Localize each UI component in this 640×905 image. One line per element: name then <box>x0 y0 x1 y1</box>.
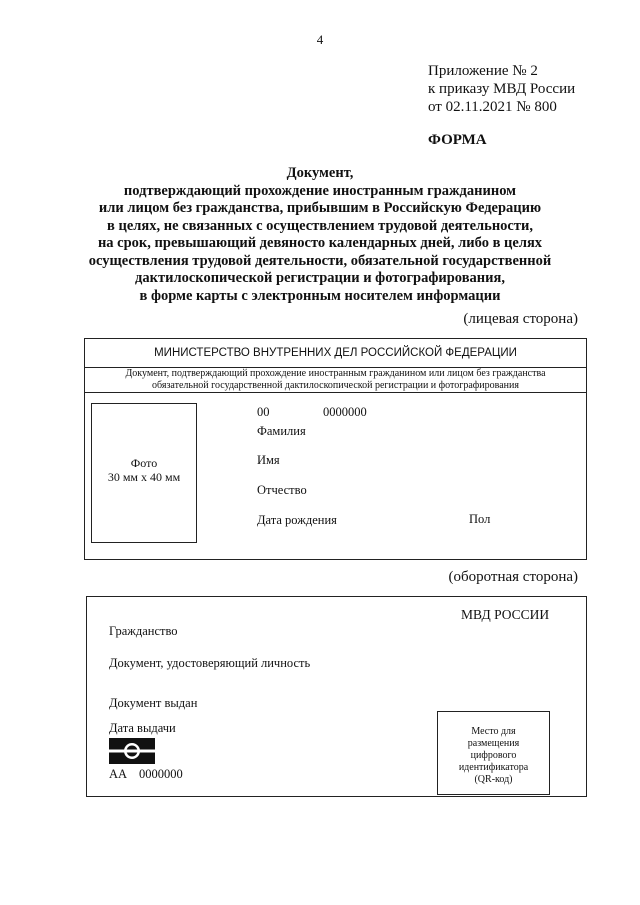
name-field: Имя <box>257 453 280 467</box>
card-series: 00 <box>257 405 270 419</box>
card-front <box>84 338 587 560</box>
electronic-chip-icon <box>109 738 155 764</box>
title-line: на срок, превышающий девяносто календарных дней, либо в целях <box>97 235 543 251</box>
front-side-label: (лицевая сторона) <box>463 311 578 327</box>
identity-document-field: Документ, удостоверяющий личность <box>109 656 311 670</box>
purpose-line-2: обязательной государственной дактилоскопической регистрации и фотографирования <box>152 380 519 391</box>
appendix-block <box>428 62 575 116</box>
document-title <box>60 165 580 305</box>
issue-date-field: Дата выдачи <box>109 721 176 735</box>
appendix-line-2: к приказу МВД России <box>428 81 576 97</box>
back-number: 0000000 <box>139 767 183 781</box>
title-line: Документ, <box>286 165 354 181</box>
issuer-label: МВД РОССИИ <box>461 607 550 622</box>
back-series: АА <box>109 767 128 781</box>
qr-text-line: идентификатора <box>458 762 529 773</box>
title-line: или лицом без гражданства, прибывшим в Российскую Федерацию <box>98 200 542 216</box>
patronymic-field: Отчество <box>257 483 307 497</box>
birth-date-field: Дата рождения <box>257 513 337 527</box>
photo-label: Фото <box>130 456 158 470</box>
photo-size: 30 мм х 40 мм <box>107 470 181 484</box>
issued-by-field: Документ выдан <box>109 696 198 710</box>
title-line: дактилоскопической регистрации и фотографирования, <box>135 270 505 286</box>
appendix-line-3: от 02.11.2021 № 800 <box>428 99 557 115</box>
title-line: в целях, не связанных с осуществлением трудовой деятельности, <box>107 217 533 234</box>
qr-text-line: размещения <box>467 738 520 749</box>
qr-text-line: Место для <box>471 726 516 737</box>
citizenship-field: Гражданство <box>109 624 178 638</box>
qr-text-line: (QR-код) <box>474 774 513 785</box>
purpose-line-1: Документ, подтверждающий прохождение иностранным гражданином или лицом без гражданства <box>125 368 546 379</box>
title-line: в форме карты с электронным носителем информации <box>139 287 501 304</box>
form-label: ФОРМА <box>428 132 487 148</box>
card-number: 0000000 <box>323 405 367 419</box>
sex-field: Пол <box>469 512 491 526</box>
qr-text-line: цифрового <box>470 750 517 761</box>
page-number: 4 <box>316 32 324 47</box>
card-back <box>86 596 587 797</box>
qr-code-placeholder <box>437 711 550 795</box>
back-side-label: (оборотная сторона) <box>448 569 578 585</box>
ministry-header: МИНИСТЕРСТВО ВНУТРЕННИХ ДЕЛ РОССИЙСКОЙ ФЕДЕРАЦИИ <box>85 339 586 368</box>
surname-field: Фамилия <box>257 424 306 438</box>
card-purpose <box>85 367 586 393</box>
title-line: подтверждающий прохождение иностранным гражданином <box>123 182 517 199</box>
photo-placeholder <box>91 403 197 543</box>
appendix-line-1: Приложение № 2 <box>428 63 538 79</box>
title-line: осуществления трудовой деятельности, обязательной государственной <box>88 252 552 269</box>
